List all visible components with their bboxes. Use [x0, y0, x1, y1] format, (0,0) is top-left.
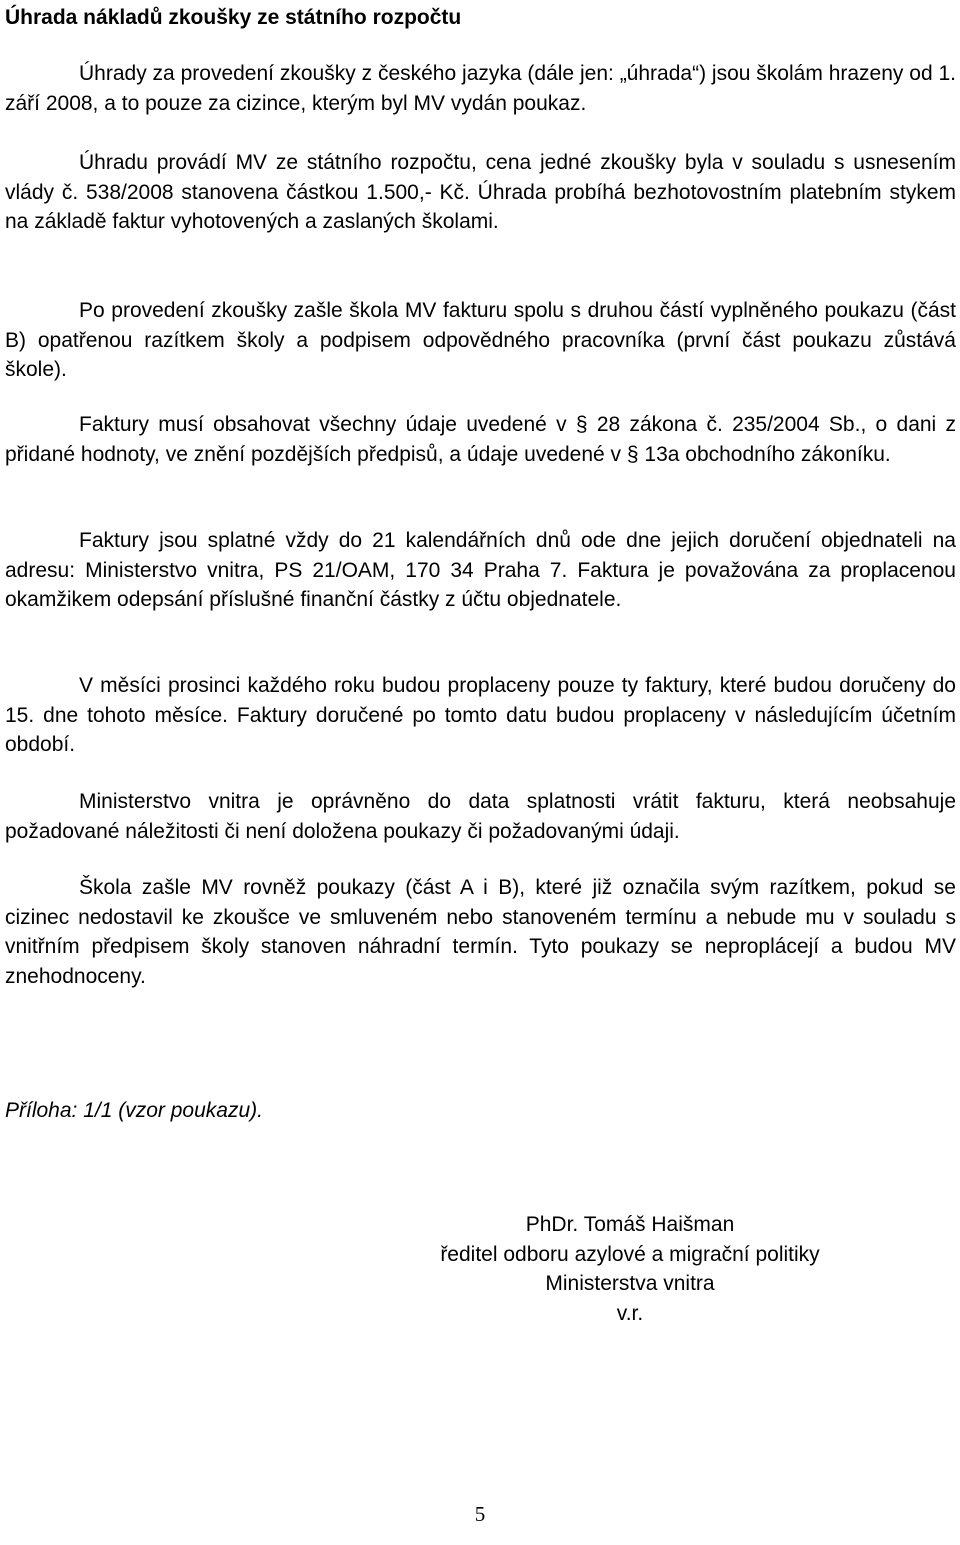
document-title: Úhrada nákladů zkoušky ze státního rozpočtu	[5, 6, 462, 29]
signatory-ministry: Ministerstva vnitra	[545, 1272, 715, 1295]
signature-block	[380, 1210, 880, 1328]
paragraph-reimbursement-intro: Úhrady za provedení zkoušky z českého jazyka (dále jen: „úhrada“) jsou školám hrazeny od 1. září 2008, a to pouze za cizince, kterým byl MV vydán poukaz.	[5, 62, 956, 115]
paragraph-invoice-submission: Po provedení zkoušky zašle škola MV fakturu spolu s druhou částí vyplněného poukazu (část B) opatřenou razítkem školy a podpisem odpovědného pracovníka (první část poukazu zůstává škole).	[5, 299, 956, 381]
paragraph-invoice-due: Faktury jsou splatné vždy do 21 kalendářních dnů ode dne jejich doručení objednateli na adresu: Ministerstvo vnitra, PS 21/OAM, 170 34 Praha 7. Faktura je považována za proplacenou okamžikem odepsání příslušné finanční částky z účtu objednatele.	[5, 529, 956, 611]
page-number: 5	[474, 1502, 486, 1526]
signatory-name: PhDr. Tomáš Haišman	[525, 1213, 735, 1236]
paragraph-invoice-requirements: Faktury musí obsahovat všechny údaje uvedené v § 28 zákona č. 235/2004 Sb., o dani z přidané hodnoty, ve znění pozdějších předpisů, a údaje uvedené v § 13a obchodního zákoníku.	[5, 413, 956, 466]
attachment-note: Příloha: 1/1 (vzor poukazu).	[5, 1099, 263, 1122]
paragraph-december-rule: V měsíci prosinci každého roku budou proplaceny pouze ty faktury, které budou doručeny do 15. dne tohoto měsíce. Faktury doručené po tomto datu budou proplaceny v následujícím účetním období.	[5, 674, 956, 756]
paragraph-unused-vouchers: Škola zašle MV rovněž poukazy (část A i B), které již označila svým razítkem, pokud se cizinec nedostavil ke zkoušce ve smluveném nebo stanoveném termínu a nebude mu v souladu s vnitřním předpisem školy stanoven náhradní termín. Tyto poukazy se neproplácejí a budou MV znehodnoceny.	[5, 876, 956, 988]
signatory-note: v.r.	[616, 1301, 644, 1325]
signatory-position: ředitel odboru azylové a migrační politiky	[440, 1242, 820, 1266]
paragraph-invoice-return: Ministerstvo vnitra je oprávněno do data splatnosti vrátit fakturu, která neobsahuje požadované náležitosti či není doložena poukazy či požadovanými údaji.	[5, 790, 956, 843]
paragraph-payment-method: Úhradu provádí MV ze státního rozpočtu, cena jedné zkoušky byla v souladu s usnesením vlády č. 538/2008 stanovena částkou 1.500,- Kč. Úhrada probíhá bezhotovostním platebním stykem na základě faktur vyhotovených a zaslaných školami.	[5, 151, 956, 233]
